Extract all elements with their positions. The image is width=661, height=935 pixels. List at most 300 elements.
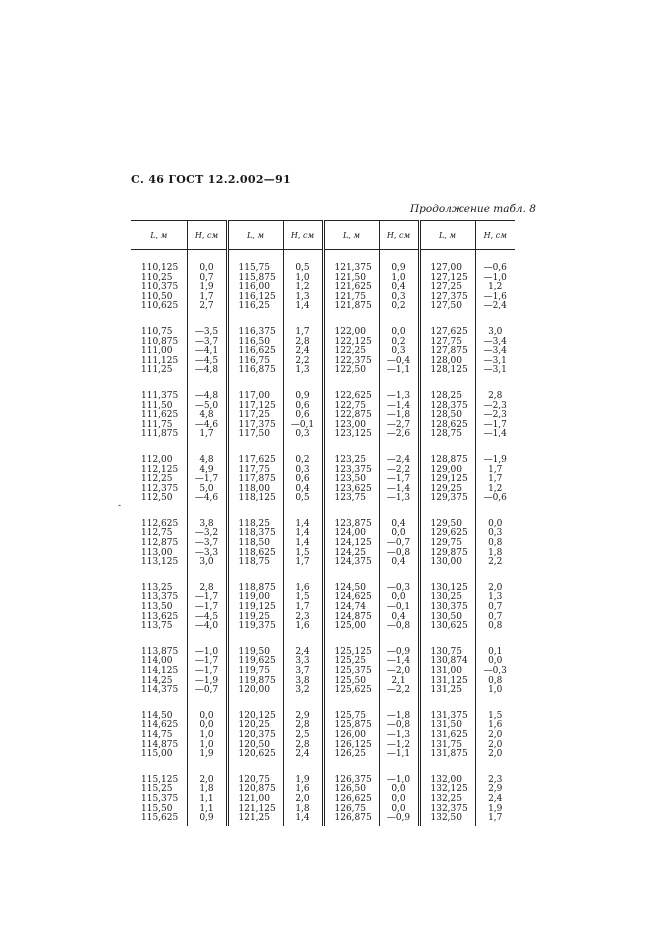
height-value: —1,7 bbox=[194, 656, 219, 667]
height-value: 0,8 bbox=[488, 621, 503, 632]
height-cell bbox=[379, 454, 419, 506]
length-cell bbox=[323, 774, 379, 826]
group-spacer bbox=[131, 634, 515, 646]
height-value: 1,8 bbox=[295, 803, 310, 814]
length-value: 127,875 bbox=[430, 346, 468, 357]
height-cell bbox=[475, 646, 515, 698]
length-value: 110,375 bbox=[141, 282, 179, 293]
height-cell bbox=[187, 518, 227, 570]
length-cell bbox=[227, 646, 283, 698]
height-value: 0,6 bbox=[295, 474, 310, 485]
height-value: —1,7 bbox=[194, 602, 219, 613]
length-value: 129,125 bbox=[430, 474, 468, 485]
length-value: 111,125 bbox=[141, 355, 179, 366]
length-value: 131,875 bbox=[430, 749, 468, 760]
length-value: 124,125 bbox=[334, 538, 372, 549]
height-value: 0,7 bbox=[488, 602, 503, 613]
spacer-cell bbox=[131, 506, 187, 518]
length-value: 120,125 bbox=[238, 710, 276, 721]
length-value: 128,00 bbox=[430, 355, 462, 366]
length-value: 129,625 bbox=[430, 528, 468, 539]
length-value: 119,25 bbox=[238, 611, 270, 622]
height-cell bbox=[379, 710, 419, 762]
length-cell bbox=[419, 582, 475, 634]
length-cell bbox=[131, 326, 187, 378]
length-cell bbox=[419, 646, 475, 698]
length-value: 126,75 bbox=[334, 803, 366, 814]
height-value: 3,8 bbox=[199, 518, 214, 529]
length-value: 112,50 bbox=[141, 493, 173, 504]
spacer-cell bbox=[131, 442, 187, 454]
length-value: 128,125 bbox=[430, 365, 468, 376]
height-value: 1,6 bbox=[295, 784, 310, 795]
height-value: —1,2 bbox=[386, 739, 411, 750]
table-row-group bbox=[131, 710, 515, 762]
length-value: 116,375 bbox=[238, 326, 276, 337]
height-cell bbox=[475, 454, 515, 506]
height-cell bbox=[283, 774, 323, 826]
column-header: L, м bbox=[419, 221, 475, 250]
spacer-cell bbox=[187, 570, 227, 582]
height-value: 0,0 bbox=[488, 518, 503, 529]
height-value: —4,8 bbox=[194, 390, 219, 401]
height-value: 1,1 bbox=[199, 803, 214, 814]
length-value: 117,75 bbox=[238, 464, 270, 475]
height-value: 1,0 bbox=[391, 272, 406, 283]
length-value: 112,625 bbox=[141, 518, 179, 529]
length-value: 122,50 bbox=[334, 365, 366, 376]
height-cell bbox=[475, 774, 515, 826]
table-row-group bbox=[131, 326, 515, 378]
height-value: —1,0 bbox=[194, 646, 219, 657]
length-value: 110,625 bbox=[141, 301, 179, 312]
height-value: 2,0 bbox=[488, 749, 503, 760]
height-value: 2,9 bbox=[488, 784, 503, 795]
length-cell bbox=[419, 518, 475, 570]
height-value: 1,7 bbox=[295, 326, 310, 337]
spacer-cell bbox=[187, 442, 227, 454]
length-value: 128,875 bbox=[430, 454, 468, 465]
spacer-cell bbox=[131, 314, 187, 326]
length-value: 122,125 bbox=[334, 336, 372, 347]
height-value: 0,0 bbox=[199, 263, 214, 273]
length-value: 120,25 bbox=[238, 720, 270, 731]
height-value: 0,0 bbox=[199, 720, 214, 731]
length-cell bbox=[419, 390, 475, 442]
length-value: 110,50 bbox=[141, 291, 173, 302]
length-value: 121,625 bbox=[334, 282, 372, 293]
height-value: —4,5 bbox=[194, 355, 219, 366]
height-cell bbox=[379, 518, 419, 570]
length-cell bbox=[131, 454, 187, 506]
length-value: 116,625 bbox=[238, 346, 276, 357]
length-cell bbox=[419, 262, 475, 314]
height-value: 2,9 bbox=[295, 710, 310, 721]
height-value: —0,1 bbox=[290, 419, 315, 430]
spacer-cell bbox=[323, 378, 379, 390]
length-value: 119,875 bbox=[238, 675, 276, 686]
length-value: 121,00 bbox=[238, 793, 270, 804]
height-value: 0,0 bbox=[199, 710, 214, 721]
spacer-cell bbox=[323, 634, 379, 646]
height-value: —2,4 bbox=[386, 454, 411, 465]
group-spacer bbox=[131, 442, 515, 454]
length-cell bbox=[323, 646, 379, 698]
spacer-cell bbox=[283, 442, 323, 454]
height-value: 5,0 bbox=[199, 483, 214, 494]
length-value: 110,875 bbox=[141, 336, 179, 347]
spacer-cell bbox=[419, 442, 475, 454]
height-cell bbox=[187, 326, 227, 378]
height-value: —2,6 bbox=[386, 429, 411, 440]
length-value: 111,625 bbox=[141, 410, 179, 421]
height-value: 1,2 bbox=[488, 483, 503, 494]
height-value: 2,4 bbox=[295, 749, 310, 760]
height-value: 1,5 bbox=[295, 547, 310, 558]
height-value: 4,8 bbox=[199, 454, 214, 465]
spacer-cell bbox=[323, 570, 379, 582]
height-value: 2,2 bbox=[488, 557, 503, 568]
length-cell bbox=[131, 774, 187, 826]
length-value: 130,50 bbox=[430, 611, 462, 622]
length-value: 123,625 bbox=[334, 483, 372, 494]
length-value: 127,25 bbox=[430, 282, 462, 293]
height-value: 1,9 bbox=[199, 282, 214, 293]
spacer-cell bbox=[379, 762, 419, 774]
length-value: 113,875 bbox=[141, 646, 179, 657]
length-value: 122,625 bbox=[334, 390, 372, 401]
height-value: 4,9 bbox=[199, 464, 214, 475]
height-value: —0,6 bbox=[483, 493, 507, 504]
height-cell bbox=[283, 262, 323, 314]
length-value: 117,875 bbox=[238, 474, 276, 485]
height-value: 0,0 bbox=[391, 592, 406, 603]
height-value: —0,3 bbox=[386, 582, 411, 593]
length-value: 128,75 bbox=[430, 429, 462, 440]
height-value: 0,3 bbox=[295, 429, 310, 440]
height-value: 0,6 bbox=[295, 410, 310, 421]
spacer-cell bbox=[283, 506, 323, 518]
height-value: 1,6 bbox=[295, 582, 310, 593]
height-value: 1,6 bbox=[488, 720, 503, 731]
length-value: 132,00 bbox=[430, 774, 462, 785]
height-cell bbox=[475, 326, 515, 378]
height-value: —3,2 bbox=[194, 528, 219, 539]
length-value: 123,50 bbox=[334, 474, 366, 485]
length-value: 114,375 bbox=[141, 685, 179, 696]
height-value: —0,3 bbox=[483, 666, 507, 676]
height-cell bbox=[379, 774, 419, 826]
length-value: 113,625 bbox=[141, 611, 179, 622]
height-cell bbox=[283, 582, 323, 634]
height-value: 1,1 bbox=[199, 793, 214, 804]
height-cell bbox=[187, 390, 227, 442]
length-value: 113,125 bbox=[141, 557, 179, 568]
height-value: 0,4 bbox=[295, 483, 310, 494]
spacer-cell bbox=[323, 250, 379, 263]
height-cell bbox=[475, 582, 515, 634]
height-value: —2,2 bbox=[386, 685, 411, 696]
length-cell bbox=[227, 262, 283, 314]
table-row-group bbox=[131, 774, 515, 826]
height-value: 1,8 bbox=[488, 547, 503, 558]
length-value: 111,00 bbox=[141, 346, 173, 357]
length-value: 120,875 bbox=[238, 784, 276, 795]
height-cell bbox=[379, 582, 419, 634]
length-value: 130,874 bbox=[430, 656, 468, 667]
table-header-row bbox=[131, 221, 515, 250]
length-value: 125,625 bbox=[334, 685, 372, 696]
length-value: 127,375 bbox=[430, 291, 468, 302]
length-value: 115,625 bbox=[141, 813, 179, 824]
height-value: —2,3 bbox=[483, 400, 507, 411]
length-value: 110,125 bbox=[141, 263, 179, 273]
height-value: 0,3 bbox=[391, 291, 406, 302]
length-value: 124,74 bbox=[334, 602, 366, 613]
height-value: 0,2 bbox=[391, 336, 406, 347]
height-cell bbox=[475, 390, 515, 442]
spacer-cell bbox=[475, 762, 515, 774]
height-value: 0,0 bbox=[391, 803, 406, 814]
spacer-cell bbox=[187, 314, 227, 326]
length-value: 129,375 bbox=[430, 493, 468, 504]
spacer-cell bbox=[475, 314, 515, 326]
length-value: 121,875 bbox=[334, 301, 372, 312]
length-value: 112,00 bbox=[141, 454, 173, 465]
table-row-group bbox=[131, 582, 515, 634]
length-value: 122,875 bbox=[334, 410, 372, 421]
height-value: —0,4 bbox=[386, 355, 411, 366]
height-value: 2,0 bbox=[488, 739, 503, 750]
spacer-cell bbox=[131, 698, 187, 710]
length-value: 121,75 bbox=[334, 291, 366, 302]
length-value: 114,50 bbox=[141, 710, 173, 721]
spacer-cell bbox=[419, 634, 475, 646]
length-value: 120,00 bbox=[238, 685, 270, 696]
spacer-cell bbox=[419, 762, 475, 774]
length-value: 124,875 bbox=[334, 611, 372, 622]
length-value: 117,625 bbox=[238, 454, 276, 465]
height-value: 1,0 bbox=[488, 685, 503, 696]
length-value: 113,25 bbox=[141, 582, 173, 593]
length-value: 116,75 bbox=[238, 355, 270, 366]
length-value: 113,75 bbox=[141, 621, 173, 632]
spacer-cell bbox=[379, 698, 419, 710]
height-value: 2,8 bbox=[488, 390, 503, 401]
height-value: —1,6 bbox=[483, 291, 507, 302]
height-cell bbox=[283, 326, 323, 378]
spacer-cell bbox=[227, 762, 283, 774]
height-cell bbox=[187, 262, 227, 314]
length-value: 132,125 bbox=[430, 784, 468, 795]
height-value: 2,0 bbox=[488, 729, 503, 740]
length-value: 113,375 bbox=[141, 592, 179, 603]
spacer-cell bbox=[227, 250, 283, 263]
height-value: —2,7 bbox=[386, 419, 411, 430]
height-value: —0,1 bbox=[386, 602, 411, 613]
height-value: 3,2 bbox=[295, 685, 310, 696]
table-row-group bbox=[131, 262, 515, 314]
height-value: —1,8 bbox=[386, 410, 411, 421]
spacer-cell bbox=[379, 442, 419, 454]
height-value: 2,7 bbox=[199, 301, 214, 312]
length-value: 117,50 bbox=[238, 429, 270, 440]
length-value: 114,25 bbox=[141, 675, 173, 686]
height-value: —1,4 bbox=[386, 656, 411, 667]
length-value: 114,875 bbox=[141, 739, 179, 750]
length-cell bbox=[227, 710, 283, 762]
table-row-group bbox=[131, 454, 515, 506]
length-value: 124,625 bbox=[334, 592, 372, 603]
length-value: 132,375 bbox=[430, 803, 468, 814]
height-value: 0,3 bbox=[488, 528, 503, 539]
height-value: 2,2 bbox=[295, 355, 310, 366]
length-value: 131,625 bbox=[430, 729, 468, 740]
spacer-cell bbox=[323, 698, 379, 710]
height-value: 3,0 bbox=[199, 557, 214, 568]
height-value: —1,8 bbox=[386, 710, 411, 721]
height-value: 3,3 bbox=[295, 656, 310, 667]
height-value: 0,7 bbox=[488, 611, 503, 622]
height-value: 0,7 bbox=[199, 272, 214, 283]
height-value: 2,3 bbox=[488, 774, 503, 785]
height-value: 2,8 bbox=[295, 739, 310, 750]
height-cell bbox=[283, 390, 323, 442]
length-value: 111,25 bbox=[141, 365, 173, 376]
page-header: С. 46 ГОСТ 12.2.002—91 bbox=[131, 173, 291, 186]
length-value: 115,75 bbox=[238, 263, 270, 273]
height-value: 1,3 bbox=[295, 291, 310, 302]
height-value: 2,5 bbox=[295, 729, 310, 740]
length-value: 119,125 bbox=[238, 602, 276, 613]
height-value: 2,8 bbox=[295, 720, 310, 731]
length-value: 112,125 bbox=[141, 464, 179, 475]
spacer-cell bbox=[187, 698, 227, 710]
length-value: 116,875 bbox=[238, 365, 276, 376]
length-value: 126,375 bbox=[334, 774, 372, 785]
spacer-cell bbox=[419, 314, 475, 326]
height-value: —1,1 bbox=[386, 749, 411, 760]
length-cell bbox=[227, 582, 283, 634]
height-value: 1,5 bbox=[488, 710, 503, 721]
spacer-cell bbox=[283, 314, 323, 326]
height-value: —2,2 bbox=[386, 464, 411, 475]
spacer-cell bbox=[227, 570, 283, 582]
table-row-group bbox=[131, 518, 515, 570]
height-value: 1,4 bbox=[295, 301, 310, 312]
length-value: 125,25 bbox=[334, 656, 366, 667]
height-value: 1,0 bbox=[199, 729, 214, 740]
height-value: —1,3 bbox=[386, 729, 411, 740]
spacer-cell bbox=[187, 762, 227, 774]
length-cell bbox=[131, 262, 187, 314]
spacer-cell bbox=[379, 506, 419, 518]
length-value: 112,25 bbox=[141, 474, 173, 485]
length-value: 112,75 bbox=[141, 528, 173, 539]
spacer-cell bbox=[323, 442, 379, 454]
height-value: 1,2 bbox=[295, 282, 310, 293]
length-value: 124,00 bbox=[334, 528, 366, 539]
spacer-cell bbox=[379, 570, 419, 582]
group-spacer bbox=[131, 762, 515, 774]
height-value: —4,5 bbox=[194, 611, 219, 622]
length-value: 132,50 bbox=[430, 813, 462, 824]
length-value: 128,625 bbox=[430, 419, 468, 430]
length-cell bbox=[419, 710, 475, 762]
height-cell bbox=[187, 582, 227, 634]
length-value: 127,00 bbox=[430, 263, 462, 273]
length-value: 131,75 bbox=[430, 739, 462, 750]
spacer-cell bbox=[475, 506, 515, 518]
height-cell bbox=[187, 710, 227, 762]
length-value: 125,00 bbox=[334, 621, 366, 632]
height-value: 1,0 bbox=[295, 272, 310, 283]
length-value: 114,125 bbox=[141, 666, 179, 676]
length-value: 132,25 bbox=[430, 793, 462, 804]
height-value: 2,0 bbox=[295, 793, 310, 804]
length-value: 127,50 bbox=[430, 301, 462, 312]
column-header: H, см bbox=[283, 221, 323, 250]
height-value: —5,0 bbox=[194, 400, 219, 411]
spacer-cell bbox=[283, 698, 323, 710]
length-cell bbox=[227, 774, 283, 826]
length-value: 118,00 bbox=[238, 483, 270, 494]
height-value: 1,7 bbox=[295, 602, 310, 613]
height-value: —3,7 bbox=[194, 538, 219, 549]
column-header: H, см bbox=[187, 221, 227, 250]
length-value: 129,00 bbox=[430, 464, 462, 475]
length-value: 124,25 bbox=[334, 547, 366, 558]
length-value: 111,50 bbox=[141, 400, 173, 411]
length-value: 116,25 bbox=[238, 301, 270, 312]
length-value: 122,25 bbox=[334, 346, 366, 357]
length-value: 121,375 bbox=[334, 263, 372, 273]
length-value: 130,00 bbox=[430, 557, 462, 568]
group-spacer bbox=[131, 506, 515, 518]
height-value: —3,4 bbox=[483, 336, 507, 347]
data-table bbox=[131, 220, 515, 826]
spacer-cell bbox=[187, 250, 227, 263]
length-value: 125,50 bbox=[334, 675, 366, 686]
height-value: 0,3 bbox=[391, 346, 406, 357]
height-value: 3,8 bbox=[295, 675, 310, 686]
height-cell bbox=[283, 518, 323, 570]
height-value: 2,3 bbox=[295, 611, 310, 622]
height-cell bbox=[475, 262, 515, 314]
length-value: 122,00 bbox=[334, 326, 366, 337]
height-value: —4,8 bbox=[194, 365, 219, 376]
length-value: 114,75 bbox=[141, 729, 173, 740]
spacer-cell bbox=[283, 570, 323, 582]
height-value: —1,1 bbox=[386, 365, 411, 376]
table-continuation-caption: Продолжение табл. 8 bbox=[410, 203, 536, 215]
length-value: 130,375 bbox=[430, 602, 468, 613]
length-value: 113,00 bbox=[141, 547, 173, 558]
table-row-group bbox=[131, 390, 515, 442]
height-value: 2,4 bbox=[488, 793, 503, 804]
spacer-cell bbox=[379, 378, 419, 390]
length-cell bbox=[227, 454, 283, 506]
height-value: —3,1 bbox=[483, 355, 507, 366]
height-value: 1,7 bbox=[488, 813, 503, 824]
length-value: 130,125 bbox=[430, 582, 468, 593]
height-cell bbox=[379, 262, 419, 314]
height-value: 1,4 bbox=[295, 528, 310, 539]
spacer-cell bbox=[283, 634, 323, 646]
length-value: 120,50 bbox=[238, 739, 270, 750]
spacer-cell bbox=[131, 762, 187, 774]
height-value: —0,7 bbox=[194, 685, 219, 696]
